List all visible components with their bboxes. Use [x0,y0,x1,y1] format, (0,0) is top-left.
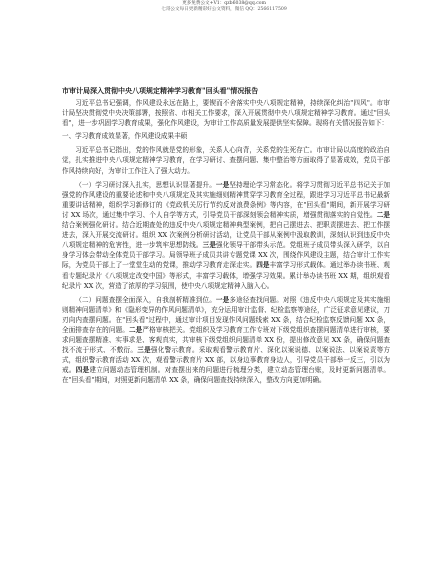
document-title: 市审计局深入贯彻中央八项规定精神学习教育"回头看"情况报告 [62,86,259,95]
point-label: 三是 [137,346,151,355]
point-label: 二是 [128,325,143,334]
point-text: 强化领导干部带头示范。党组班子成员带头深入研学，以自身学习体会带动全体党员干部学习。局领导班子成员共讲专题党课 XX 次，围绕作风建设主题，结合审计工作实际，为党员干部上了一堂堂生动的党课，推动学习教育走深走实。 [62,241,391,270]
point-text: 严格审核把关。党组织及学习教育工作专班对下级党组织查摆问题清单进行审核，要求问题查摆精准、实事求是、客观真实，共审核下级党组织问题清单 XX 份，提出修改意见 XX 条，确保问题查找不流于形式、不敷衍。 [62,325,391,355]
point-label: 四是 [75,366,90,375]
document-body [62,86,390,386]
section-1-paragraph: 习近平总书记指出，党的作风就是党的形象，关系人心向背，关系党的生死存亡。市审计局以高度的政治自觉，扎实推进中央八项规定精神学习教育，在学习研讨、查摆问题、集中整治等方面取得了显著成效，党员干部作风持续向好，为审计工作注入了强大动力。 [62,146,390,175]
point-text: 结合案例强化研讨。结合近期查处的违反中央八项规定精神典型案例，把自己摆进去、把职责摆进去、把工作摆进去，深入开展交流研讨。组织 XX 次案例分析研讨活动，让党员干部从案例中汲取教训，深刻认识到违反中央八项规定精神的危害性，进一步筑牢思想防线。 [62,221,390,250]
section-heading-1: 一、学习教育成效显著，作风建设成果丰硕 [62,132,188,141]
point-text: 建立问题动态管理机制。对查摆出来的问题进行梳理分类，建立动态管理台账，及时更新问题清单。在"回头看"期间，对照更新问题清单 XX 条，确保问题查找持续深入，整改方向更加明确。 [62,366,391,385]
point-label: 一是 [215,295,230,304]
point-label: 三是 [202,241,217,250]
point-text: 坚持理论学习常态化。将学习贯彻习近平总书记关于加强党的作风建设的重要论述和中央八项规定及其实施细则精神贯穿学习教育全过程，跟进学习习近平总书记最新重要讲话精神，组织学习新修订的《党政机关厉行节约反对浪费条例》等内容，在"回头看"期间，新开展学习研讨 XX 场次，通过集中学习、个人自学等方式，引导党员干部深刻领会精神实质，增强贯彻落实的自觉性。 [62,180,391,219]
point-label: 一是 [215,180,230,189]
point-label: 二是 [376,210,390,219]
subsection-1-paragraph [62,180,390,291]
subsection-1-title: （一）学习研讨深入扎实，思想认识显著提升。 [75,180,216,189]
header-line-2: 七哥公文每日更新精彩好公文资料，微信 QQ：2566117509 [161,7,287,13]
page-header [0,1,448,14]
point-text: 丰富学习形式载体。通过举办读书班、观看专题纪录片《八项规定改变中国》等形式，丰富学习载体，增强学习效果。累计举办读书班 XX 期，组织观看纪录片 XX 次，营造了浓厚的学习氛围，使中央八项规定精神入脑入心。 [62,261,391,290]
point-text: 强化警示教育。采取观看警示教育片、深化以案说德、以案说法、以案说责等方式，组织警示教育活动 XX 次，观看警示教育片 XX 部，以身边事教育身边人，引导党员干部举一反三，引以为戒。 [62,346,391,375]
intro-paragraph: 习近平总书记强调，作风建设永远在路上，要锲而不舍落实中央八项规定精神，持续深化纠治"四风"。市审计局坚决贯彻党中央决策部署，按照省、市相关工作要求，深入开展贯彻中央八项规定精神学习教育。通过"回头看"，进一步巩固学习教育成果，强化作风建设，为审计工作高质量发展提供坚实保障。现将有关情况报告如下： [62,99,390,128]
point-label: 四是 [256,261,270,270]
header-line-1: 更多免费公文+V1：qzb6038@qq.com [182,1,266,6]
point-text: 多途径查找问题。对照《违反中央八项规定及其实施细则精神问题清单》和《隐形变异的作风问题清单》，充分运用审计监督、纪检监察等途径，广泛征求意见建议，刀刃向内查摆问题。在"回头看"过程中，通过审计项目发现作风问题线索 XX 条，结合纪检监察反馈问题 XX 条，全面排查存在的问题。 [62,295,391,334]
subsection-2-paragraph [62,295,390,386]
subsection-2-title: （二）问题查摆全面深入，自我剖析精准到位。 [75,295,216,304]
